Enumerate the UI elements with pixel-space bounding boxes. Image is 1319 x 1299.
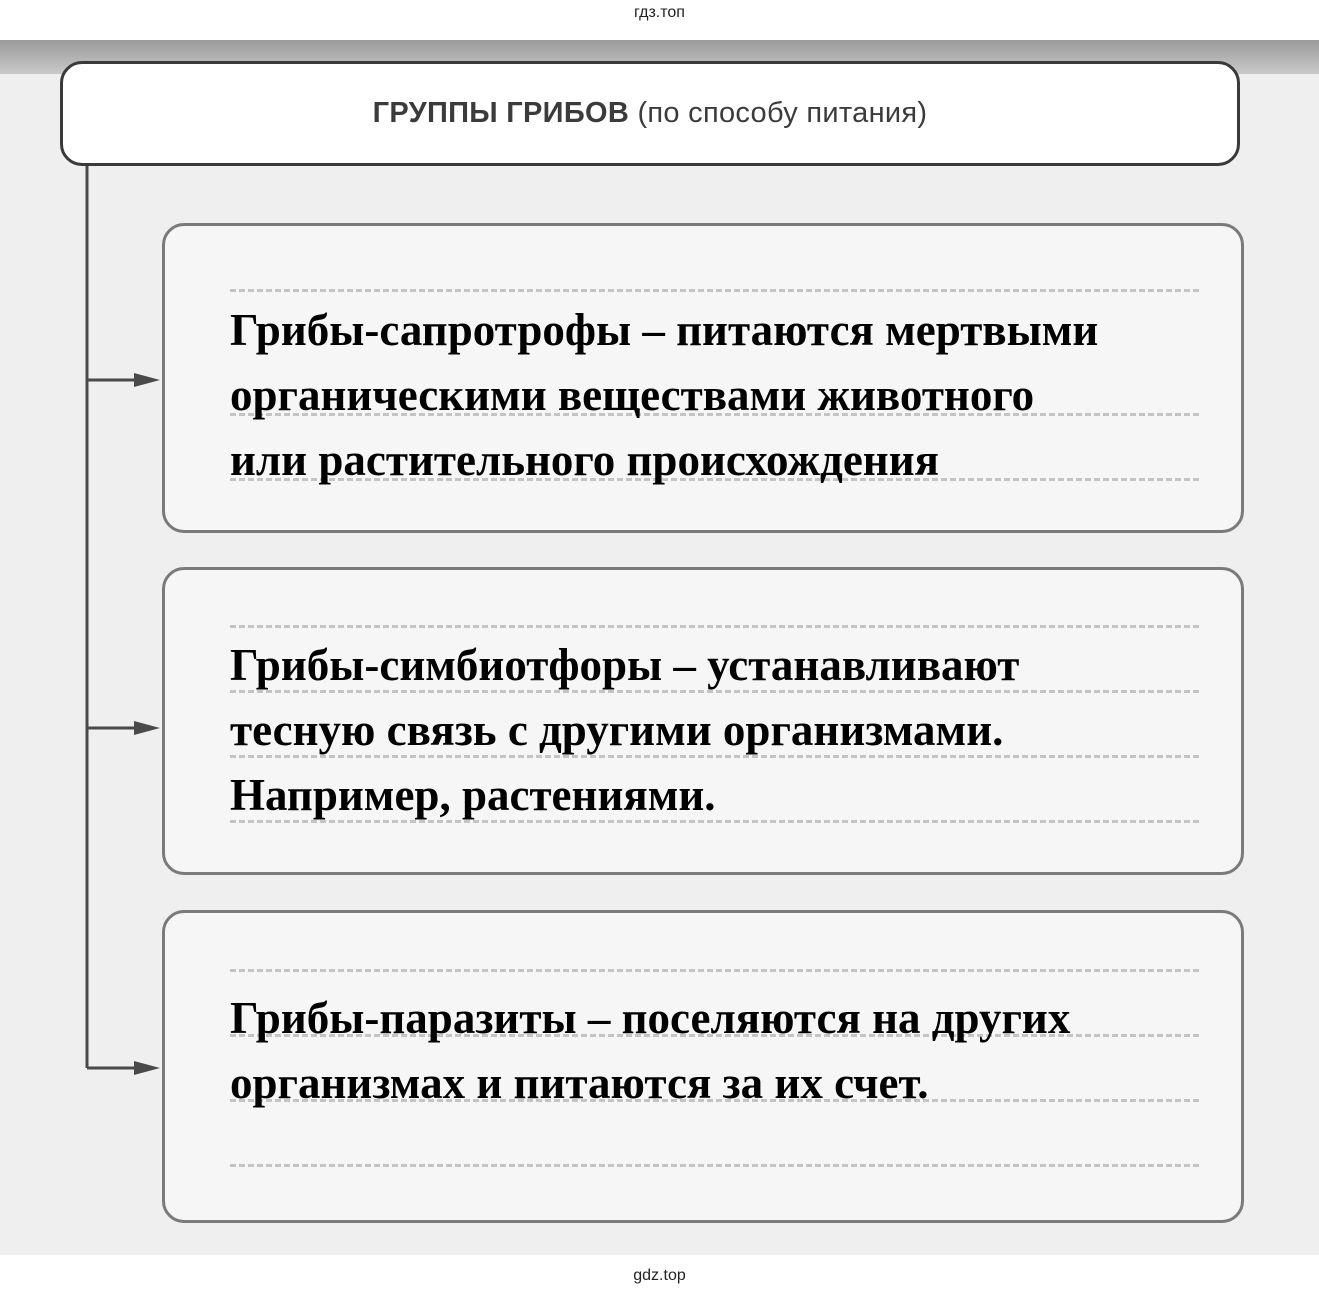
dashed-rule: [230, 1164, 1199, 1167]
group-description: [230, 986, 1211, 1116]
group-card-saprotrophs: [162, 223, 1244, 533]
arrow-to-group-1: [87, 373, 160, 387]
group-card-parasites: [162, 910, 1244, 1223]
group-line: Грибы-симбиотфоры – устанавливают: [230, 640, 1020, 690]
group-line: тесную связь с другими организмами.: [230, 705, 1004, 755]
watermark-top: гдз.топ: [634, 4, 685, 21]
group-line: Грибы-сапротрофы – питаются мертвыми: [230, 305, 1099, 355]
header-title-bold: ГРУППЫ ГРИБОВ: [372, 97, 630, 129]
dashed-rule: [230, 289, 1199, 292]
dashed-rule: [230, 969, 1199, 972]
group-line: Грибы-паразиты – поселяются на других: [230, 993, 1071, 1043]
group-description: [230, 633, 1211, 828]
arrow-to-group-2: [87, 721, 160, 735]
arrow-to-group-3: [87, 1061, 160, 1075]
header-title: [373, 97, 928, 130]
group-card-symbiotrophs: [162, 567, 1244, 875]
group-line: организмах и питаются за их счет.: [230, 1058, 929, 1108]
group-line: Например, растениями.: [230, 770, 716, 820]
watermark-bottom: gdz.top: [633, 1267, 686, 1284]
header-title-rest: (по способу питания): [637, 97, 928, 129]
group-line: органическими веществами животного: [230, 370, 1035, 420]
group-description: [230, 298, 1211, 493]
group-line: или растительного происхождения: [230, 435, 939, 485]
diagram-header: [60, 61, 1240, 166]
dashed-rule: [230, 625, 1199, 628]
